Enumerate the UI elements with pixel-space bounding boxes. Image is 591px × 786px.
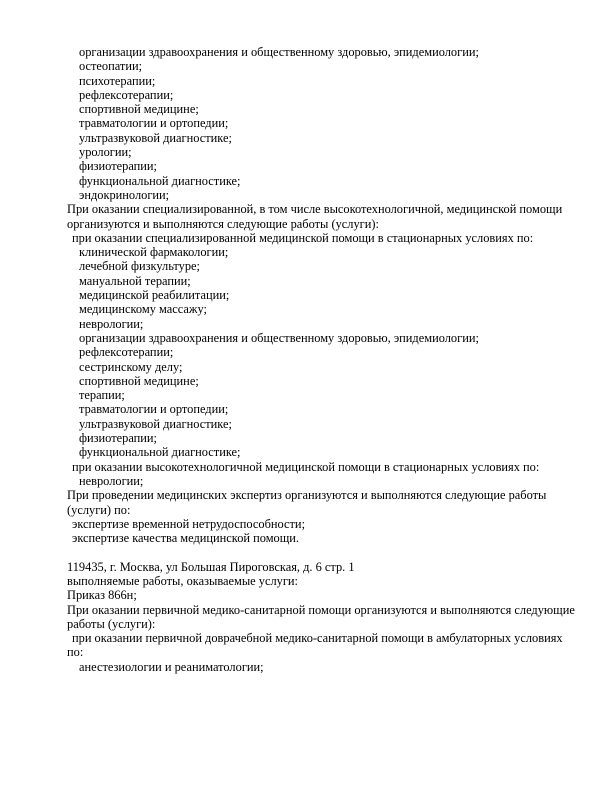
text-line: травматологии и ортопедии; [79, 402, 229, 417]
text-line: анестезиологии и реаниматологии; [79, 659, 264, 674]
text-line: физиотерапии; [79, 431, 157, 446]
text-line: ультразвуковой диагностике; [79, 416, 232, 431]
text-line: медицинскому массажу; [79, 302, 207, 317]
text-line: (услуги) по: [67, 502, 131, 517]
text-line: организации здравоохранения и общественному здоровью, эпидемиологии; [79, 330, 479, 345]
text-line: урологии; [79, 145, 132, 160]
text-line: терапии; [79, 388, 125, 403]
text-line: при оказании специализированной медицинской помощи в стационарных условиях по: [72, 230, 534, 245]
text-line: спортивной медицине; [79, 102, 199, 117]
text-line: клинической фармакологии; [79, 245, 229, 260]
text-line: медицинской реабилитации; [79, 288, 230, 303]
text-line: сестринскому делу; [79, 359, 183, 374]
document-body [67, 45, 575, 674]
text-line: по: [67, 645, 84, 660]
text-line: функциональной диагностике; [79, 445, 241, 460]
text-line: спортивной медицине; [79, 373, 199, 388]
text-line: рефлексотерапии; [79, 87, 174, 102]
text-line: неврологии; [79, 316, 144, 331]
text-line: организуются и выполняются следующие работы (услуги): [67, 216, 379, 231]
text-line: При оказании первичной медико-санитарной помощи организуются и выполняются следующие [67, 602, 575, 617]
text-line: при оказании первичной доврачебной медико-санитарной помощи в амбулаторных условиях [72, 631, 563, 646]
text-line: эндокринологии; [79, 187, 170, 202]
text-line: экспертизе качества медицинской помощи. [72, 531, 300, 546]
text-line: При оказании специализированной, в том числе высокотехнологичной, медицинской помощи [67, 202, 563, 217]
text-line: психотерапии; [79, 73, 156, 88]
text-line: организации здравоохранения и общественному здоровью, эпидемиологии; [79, 45, 479, 59]
text-line: При проведении медицинских экспертиз организуются и выполняются следующие работы [67, 488, 547, 503]
text-line: Приказ 866н; [67, 588, 137, 603]
text-line: работы (услуги): [67, 616, 156, 631]
blank-line [67, 545, 567, 559]
text-line: экспертизе временной нетрудоспособности; [72, 516, 306, 531]
text-line: рефлексотерапии; [79, 345, 174, 360]
text-line: неврологии; [79, 473, 144, 488]
text-line: выполняемые работы, оказываемые услуги: [67, 573, 299, 588]
text-line: травматологии и ортопедии; [79, 116, 229, 131]
text-line: остеопатии; [79, 59, 143, 74]
text-line: функциональной диагностике; [79, 173, 241, 188]
text-line: ультразвуковой диагностике; [79, 130, 232, 145]
text-line: физиотерапии; [79, 159, 157, 174]
text-line: лечебной физкультуре; [79, 259, 200, 274]
text-line: 119435, г. Москва, ул Большая Пироговская, д. 6 стр. 1 [67, 559, 355, 574]
text-line: при оказании высокотехнологичной медицинской помощи в стационарных условиях по: [72, 459, 540, 474]
text-line: мануальной терапии; [79, 273, 191, 288]
